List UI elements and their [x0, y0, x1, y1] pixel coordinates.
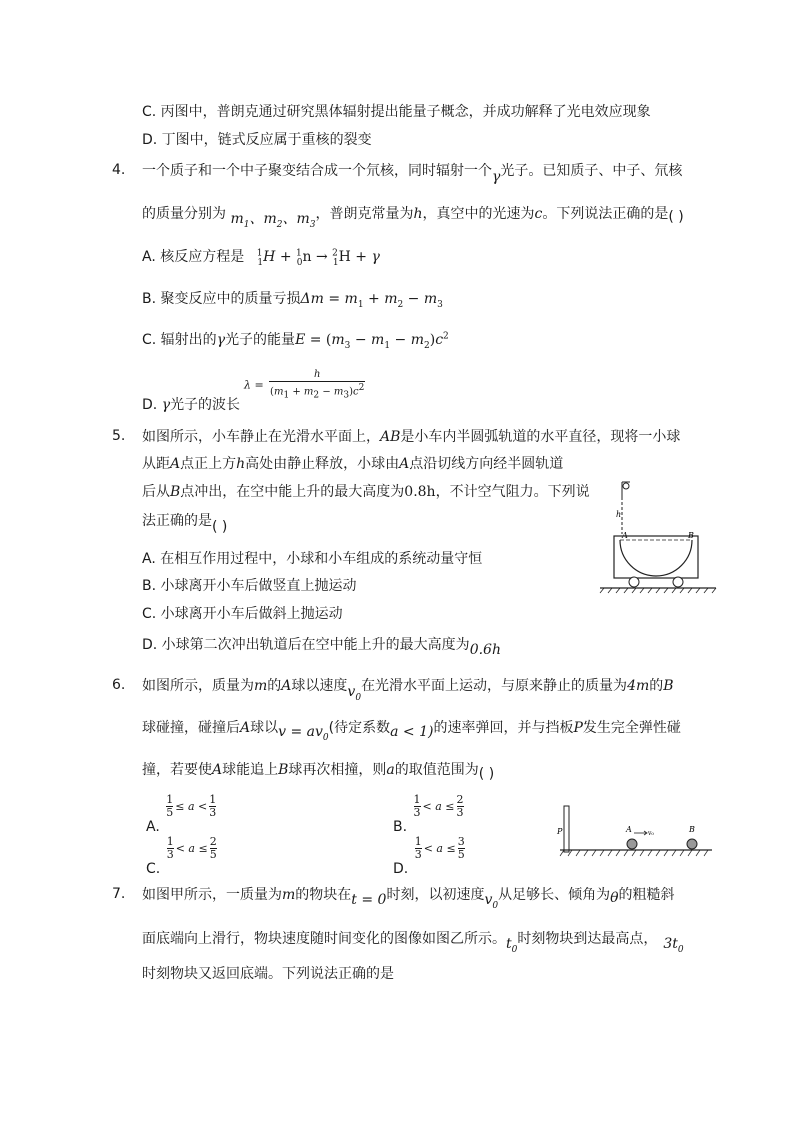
fig6-label-v0: v₀	[648, 830, 654, 837]
q6-stem-line2: 球碰撞，碰撞后A球以$v = av_0$(待定系数a < 1)的速率弹回，并与挡板P发生完全弹性碰	[142, 720, 681, 743]
ball-a-icon	[627, 839, 637, 849]
baffle-p	[564, 806, 569, 852]
q5-number: 5.	[112, 428, 126, 444]
q3-option-d: D. 丁图中，链式反应属于重核的裂变	[142, 132, 372, 148]
fig5-label-a: A	[622, 531, 628, 540]
q4-option-d: D. γ光子的波长	[142, 397, 241, 413]
fig5-label-b: B	[688, 531, 694, 540]
fig5-label-h: h	[616, 510, 622, 519]
ball-icon	[623, 483, 629, 489]
q5-option-b: B. 小球离开小车后做竖直上抛运动	[142, 578, 357, 594]
q5-stem-line3: 后从B点冲出，在空中能上升的最大高度为0.8h，不计空气阻力。下列说	[142, 484, 590, 500]
fig6-label-a: A	[626, 825, 632, 834]
q6-number: 6.	[112, 677, 126, 693]
q6-stem-line3: 撞，若要使A球能追上B球再次相撞，则a的取值范围为( )	[142, 762, 495, 782]
q7-number: 7.	[112, 886, 126, 902]
q5-stem-line2: 从距A点正上方h高处由静止释放，小球由A点沿切线方向经半圆轨道	[142, 456, 564, 472]
q5-stem-line4: 法正确的是( )	[142, 513, 228, 535]
q6-option-d: D. $\frac{1}{3}$ < a ≤ $\frac{3}{5}$	[393, 835, 465, 877]
q3-option-c: C. 丙图中，普朗克通过研究黑体辐射提出能量子概念，并成功解释了光电效应现象	[142, 104, 651, 120]
q5-cart-figure	[596, 472, 718, 596]
q5-option-d: D. 小球第二次冲出轨道后在空中能上升的最大高度为0.6h	[142, 637, 501, 658]
q7-stem-line2: 面底端向上滑行，物块速度随时间变化的图像如图乙所示。$t_0$时刻物块到达最高点， $3t_0$	[142, 931, 684, 955]
q6-stem-line1: 如图所示，质量为m的A球以速度$v_0$在光滑水平面上运动，与原来静止的质量为4m的B	[142, 678, 674, 703]
fig6-label-p: P	[557, 827, 563, 836]
wheel-icon	[629, 577, 639, 587]
q6-option-b: B. $\frac{1}{3}$ < a ≤ $\frac{2}{3}$	[393, 793, 464, 835]
q4-number: 4.	[112, 162, 126, 178]
q4-stem-line1: 一个质子和一个中子聚变结合成一个氘核，同时辐射一个γ光子。已知质子、中子、氘核	[142, 163, 683, 185]
q5-option-a: A. 在相互作用过程中，小球和小车组成的系统动量守恒	[142, 551, 483, 567]
q7-stem-line3: 时刻物块又返回底端。下列说法正确的是	[142, 966, 394, 982]
q4-wavelength-formula: λ = $\frac{h}{(m_1 + m_2 - m_3)c^2}$	[244, 369, 365, 401]
q6-option-c: C. $\frac{1}{3}$ < a ≤ $\frac{2}{5}$	[146, 835, 217, 877]
q4-option-b: B. 聚变反应中的质量亏损$\Delta m = m_1 + m_2 - m_3$	[142, 291, 443, 310]
fig6-label-b: B	[689, 825, 695, 834]
q4-option-a: A. 核反应方程是 $^1_1$H + $^1_0$n → $^2_1$H + γ	[142, 248, 380, 268]
ball-b-icon	[687, 839, 697, 849]
wheel-icon	[673, 577, 683, 587]
q4-stem-line2: 的质量分别为 $m_1$、$m_2$、$m_3$，普朗克常量为h，真空中的光速为c。下列说法正确的是( )	[142, 206, 684, 230]
q4-option-c: C. 辐射出的γ光子的能量$E = (m_3 - m_1 - m_2)c^2$	[142, 331, 449, 351]
q5-stem-line1: 如图所示，小车静止在光滑水平面上，AB是小车内半圆弧轨道的水平直径，现将一小球	[142, 429, 681, 445]
q5-option-c: C. 小球离开小车后做斜上抛运动	[142, 606, 343, 622]
q6-collision-figure	[556, 802, 714, 860]
q6-option-a: A. $\frac{1}{5}$ ≤ a < $\frac{1}{3}$	[146, 793, 217, 835]
answer-blank: ( )	[668, 209, 684, 225]
q7-stem-line1: 如图甲所示，一质量为m的物块在t = 0时刻，以初速度$v_0$从足够长、倾角为θ的粗糙斜	[142, 887, 675, 911]
